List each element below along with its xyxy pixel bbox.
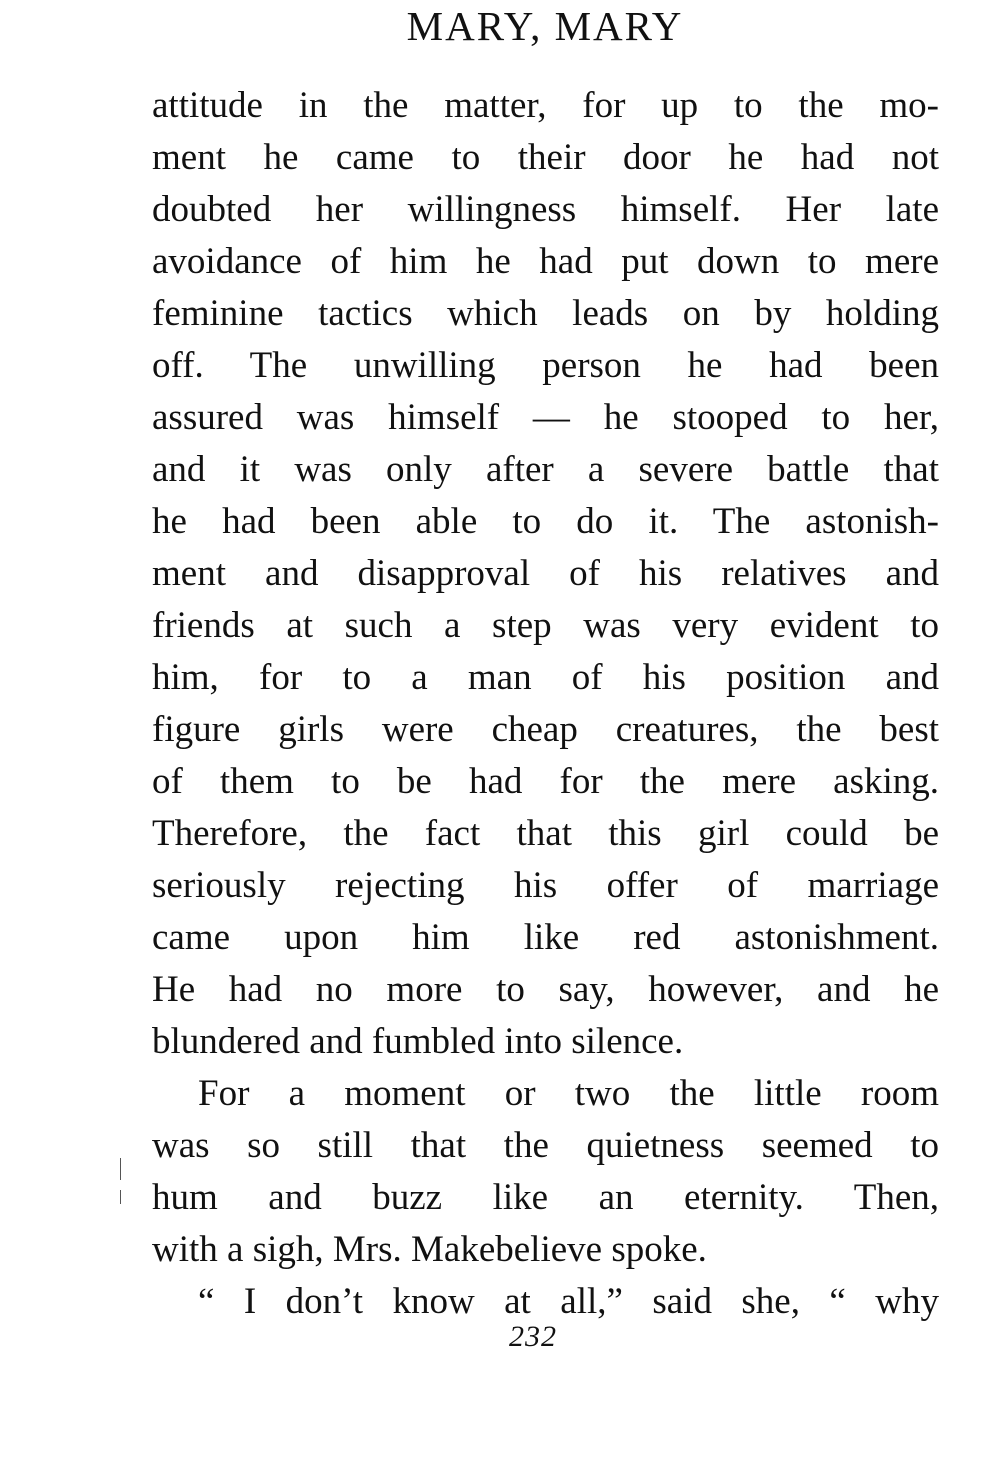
text-line: doubted her willingness himself. Her late <box>152 189 939 230</box>
text-line: him, for to a man of his position and <box>152 657 939 698</box>
paragraph <box>152 80 939 1068</box>
text-line: “ I don’t know at all,” said she, “ why <box>198 1281 939 1322</box>
text-line: assured was himself — he stooped to her, <box>152 397 939 438</box>
text-line: Therefore, the fact that this girl could be <box>152 813 939 854</box>
text-line: attitude in the matter, for up to the mo- <box>152 85 939 126</box>
margin-mark <box>120 1190 121 1204</box>
text-line: hum and buzz like an eternity. Then, <box>152 1177 939 1218</box>
text-line: with a sigh, Mrs. Makebelieve spoke. <box>152 1229 707 1270</box>
text-line: friends at such a step was very evident to <box>152 605 939 646</box>
text-line: figure girls were cheap creatures, the best <box>152 709 939 750</box>
text-line: ment he came to their door he had not <box>152 137 939 178</box>
text-line: avoidance of him he had put down to mere <box>152 241 939 282</box>
text-line: was so still that the quietness seemed to <box>152 1125 939 1166</box>
text-line: and it was only after a severe battle that <box>152 449 939 490</box>
text-line: he had been able to do it. The astonish- <box>152 501 939 542</box>
body-text <box>152 80 939 1328</box>
text-line: feminine tactics which leads on by holding <box>152 293 939 334</box>
page-number: 232 <box>509 1320 557 1353</box>
text-line: of them to be had for the mere asking. <box>152 761 939 802</box>
margin-mark <box>120 1158 121 1180</box>
running-head: MARY, MARY <box>406 3 684 49</box>
text-line: off. The unwilling person he had been <box>152 345 939 386</box>
paragraph <box>152 1068 939 1276</box>
text-line: seriously rejecting his offer of marriage <box>152 865 939 906</box>
text-line: ment and disapproval of his relatives and <box>152 553 939 594</box>
text-line: He had no more to say, however, and he <box>152 969 939 1010</box>
text-line: For a moment or two the little room <box>198 1073 939 1114</box>
text-line: came upon him like red astonishment. <box>152 917 939 958</box>
text-line: blundered and fumbled into silence. <box>152 1021 684 1062</box>
